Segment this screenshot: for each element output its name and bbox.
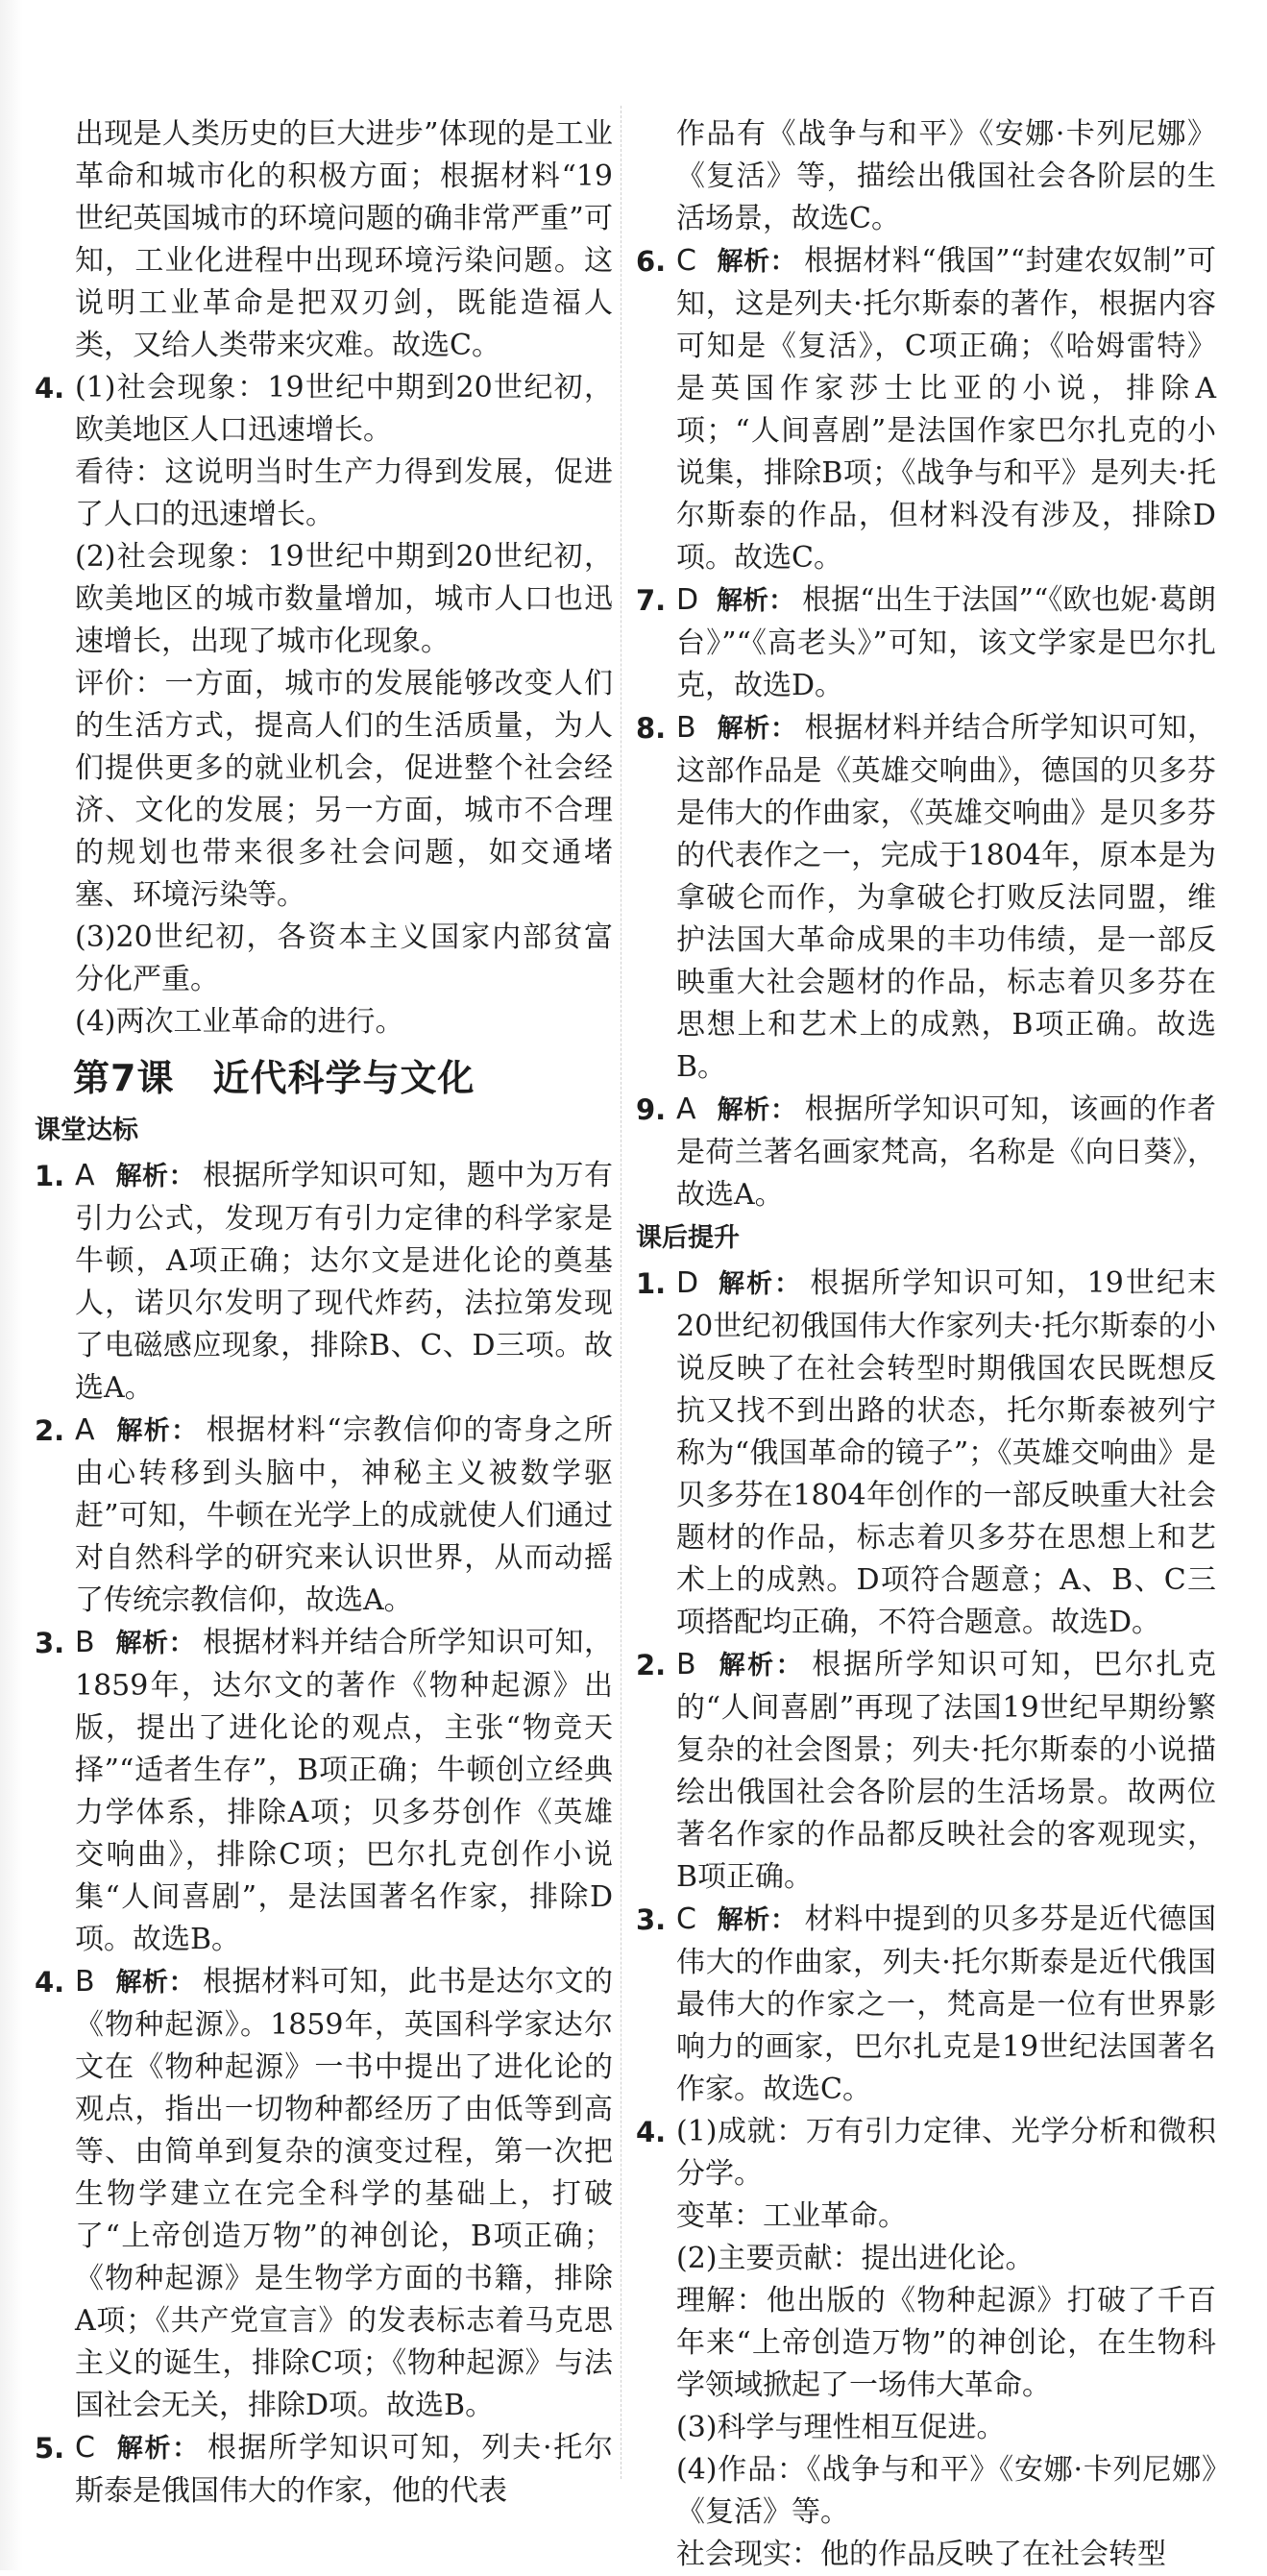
answer-letter: D — [676, 583, 699, 617]
question-8 — [636, 707, 1216, 1089]
analysis-label: 解析： — [115, 1968, 196, 1998]
right-column — [636, 113, 1216, 2576]
q5-continuation: 作品有《战争与和平》《安娜·卡列尼娜》《复活》等，描绘出俄国社会各阶层的生活场景，故选C。 — [676, 117, 1216, 235]
answer-part: (1)成就：万有引力定律、光学分析和微积分学。 — [676, 2115, 1216, 2191]
answer-letter: A — [75, 1159, 95, 1192]
question-number: 1. — [35, 1160, 65, 1192]
question-3 — [35, 1622, 613, 1961]
question-number: 9. — [636, 1093, 667, 1126]
answer-letter: C — [676, 244, 696, 278]
page-edge-shadow — [0, 0, 23, 2570]
analysis-text: 根据所学知识可知，题中为万有引力公式，发现万有引力定律的科学家是牛顿，A项正确；达尔文是进化论的奠基人，诺贝尔发明了现代炸药，法拉第发现了电磁感应现象，排除B、C、D三项。故选A。 — [75, 1159, 614, 1405]
analysis-text: 根据材料并结合所学知识可知，1859年，达尔文的著作《物种起源》出版，提出了进化论的观点，主张“物竞天择”“适者生存”，B项正确；牛顿创立经典力学体系，排除A项；贝多芬创作《英雄交响曲》，排除C项；巴尔扎克创作小说集“人间喜剧”，是法国著名作家，排除D项。故选B。 — [75, 1626, 614, 1956]
answer-part: (1)社会现象：19世纪中期到20世纪初，欧美地区人口迅速增长。 — [75, 371, 613, 447]
answer-part: 变革：工业革命。 — [676, 2199, 907, 2233]
answer-letter: B — [75, 1965, 95, 1999]
analysis-label: 解析： — [717, 1269, 803, 1299]
analysis-text: 根据材料“俄国”“封建农奴制”可知，这是列夫·托尔斯泰的著作，根据内容可知是《复活》，C项正确；《哈姆雷特》是英国作家莎士比亚的小说，排除A项；“人间喜剧”是法国作家巴尔扎克的小说集，排除B项；《战争与和平》是列夫·托尔斯泰的作品，但材料没有涉及，排除D项。故选C。 — [676, 244, 1217, 575]
analysis-label: 解析： — [717, 247, 797, 277]
question-number: 4. — [35, 372, 65, 405]
analysis-label: 解析： — [717, 1651, 805, 1681]
question-number: 3. — [35, 1627, 65, 1659]
answer-letter: B — [676, 1648, 696, 1681]
question-number: 2. — [35, 1414, 65, 1447]
lesson-number: 第7课 — [73, 1057, 175, 1099]
left-column — [35, 113, 613, 2513]
homework-question-3 — [636, 1899, 1216, 2111]
question-number: 6. — [636, 245, 667, 278]
analysis-text: 根据所学知识可知，该画的作者是荷兰著名画家梵高，名称是《向日葵》，故选A。 — [676, 1092, 1217, 1212]
lesson-name: 近代科学与文化 — [212, 1057, 475, 1099]
analysis-label: 解析： — [717, 1905, 797, 1935]
analysis-label: 解析： — [717, 714, 797, 744]
question-1 — [35, 1155, 613, 1410]
answer-letter: D — [676, 1266, 699, 1300]
question-4 — [35, 367, 613, 1043]
answer-part: (3)20世纪初，各资本主义国家内部贫富分化严重。 — [75, 920, 613, 996]
question-number: 3. — [636, 1903, 667, 1936]
analysis-label: 解析： — [115, 2434, 200, 2464]
question-number: 2. — [636, 1649, 667, 1681]
analysis-text: 根据所学知识可知，巴尔扎克的“人间喜剧”再现了法国19世纪早期纷繁复杂的社会图景；列夫·托尔斯泰的小说描绘出俄国社会各阶层的生活场景。故两位著名作家的作品都反映社会的客观现实，B项正确。 — [676, 1648, 1216, 1894]
question-7 — [636, 579, 1216, 707]
section-heading-in-class: 课堂达标 — [35, 1116, 138, 1145]
question-body — [75, 367, 613, 1043]
analysis-label: 解析： — [115, 1629, 196, 1658]
homework-question-2 — [636, 1644, 1216, 1899]
analysis-text: 材料中提到的贝多芬是近代德国伟大的作曲家，列夫·托尔斯泰是近代俄国最伟大的作家之一，梵高是一位有世界影响力的画家，巴尔扎克是19世纪法国著名作家。故选C。 — [676, 1902, 1217, 2106]
question-number: 4. — [636, 2116, 667, 2148]
question-number: 1. — [636, 1267, 667, 1300]
homework-question-1 — [636, 1263, 1216, 1644]
answer-part: 评价：一方面，城市的发展能够改变人们的生活方式，提高人们的生活质量，为人们提供更多的就业机会，促进整个社会经济、文化的发展；另一方面，城市不合理的规划也带来很多社会问题，如交通堵塞、环境污染等。 — [75, 667, 613, 912]
answer-part: (4)作品：《战争与和平》《安娜·卡列尼娜》《复活》等。 — [676, 2453, 1216, 2529]
analysis-label: 解析： — [115, 1162, 196, 1191]
answer-letter: C — [75, 2431, 95, 2465]
question-2 — [35, 1410, 613, 1622]
question-number: 7. — [636, 584, 667, 617]
section-heading-after-class: 课后提升 — [636, 1223, 740, 1253]
answer-letter: A — [676, 1092, 696, 1126]
answer-part: 社会现实：他的作品反映了在社会转型 — [676, 2538, 1166, 2571]
analysis-text: 根据所学知识可知，列夫·托尔斯泰是俄国伟大的作家，他的代表 — [75, 2431, 613, 2508]
answer-letter: B — [75, 1626, 95, 1659]
analysis-text: 根据材料并结合所学知识可知，这部作品是《英雄交响曲》，德国的贝多芬是伟大的作曲家，《英雄交响曲》是贝多芬的代表作之一，完成于1804年，原本是为拿破仑而作，为拿破仑打败反法同盟，维护法国大革命成果的丰功伟绩，是一部反映重大社会题材的作品，标志着贝多芬在思想上和艺术上的成熟，B项正确。故选B。 — [676, 711, 1217, 1084]
answer-part: (3)科学与理性相互促进。 — [676, 2411, 1006, 2444]
analysis-text: 根据材料可知，此书是达尔文的《物种起源》。1859年，英国科学家达尔文在《物种起源》一书中提出了进化论的观点，指出一切物种都经历了由低等到高等、由简单到复杂的演变过程，第一次把生物学建立在完全科学的基础上，打破了“上帝创造万物”的神创论，B项正确；《物种起源》是生物学方面的书籍，排除A项；《共产党宣言》的发表标志着马克思主义的诞生，排除C项；《物种起源》与法国社会无关，排除D项。故选B。 — [75, 1965, 614, 2422]
answer-letter: A — [75, 1413, 95, 1447]
answer-letter: B — [676, 711, 696, 745]
question-6 — [636, 240, 1216, 579]
q3-continuation: 出现是人类历史的巨大进步”体现的是工业革命和城市化的积极方面；根据材料“19世纪英国城市的环境问题的确非常严重”可知，工业化进程中出现环境污染问题。这说明工业革命是把双刃剑，既能造福人类，又给人类带来灾难。故选C。 — [75, 117, 613, 362]
answer-part: (4)两次工业革命的进行。 — [75, 1005, 404, 1039]
homework-question-4 — [636, 2111, 1216, 2576]
analysis-label: 解析： — [717, 1095, 797, 1125]
answer-part: 理解：他出版的《物种起源》打破了千百年来“上帝创造万物”的神创论，在生物科学领域掀起了一场伟大革命。 — [676, 2284, 1216, 2402]
question-number: 8. — [636, 712, 667, 745]
question-number: 4. — [35, 1966, 65, 1999]
analysis-label: 解析： — [115, 1416, 199, 1446]
question-5 — [35, 2427, 613, 2513]
answer-letter: C — [676, 1902, 696, 1936]
analysis-text: 根据“出生于法国”“《欧也妮·葛朗台》”“《高老头》”可知，该文学家是巴尔扎克，故选D。 — [676, 583, 1217, 702]
question-number: 5. — [35, 2432, 65, 2465]
question-4b — [35, 1961, 613, 2427]
question-body — [676, 2111, 1216, 2576]
answer-part: (2)主要贡献：提出进化论。 — [676, 2242, 1035, 2275]
answer-part: 看待：这说明当时生产力得到发展，促进了人口的迅速增长。 — [75, 455, 613, 531]
analysis-text: 根据材料“宗教信仰的寄身之所由心转移到头脑中，神秘主义被数学驱赶”可知，牛顿在光学上的成就使人们通过对自然科学的研究来认识世界，从而动摇了传统宗教信仰，故选A。 — [75, 1413, 614, 1617]
analysis-label: 解析： — [717, 586, 795, 616]
question-9 — [636, 1089, 1216, 1216]
lesson-title — [73, 1049, 613, 1107]
analysis-text: 根据所学知识可知，19世纪末20世纪初俄国伟大作家列夫·托尔斯泰的小说反映了在社会转型时期俄国农民既想反抗又找不到出路的状态，托尔斯泰被列宁称为“俄国革命的镜子”；《英雄交响曲》是贝多芬在1804年创作的一部反映重大社会题材的作品，标志着贝多芬在思想上和艺术上的成熟。D项符合题意；A、B、C三项搭配均正确，不符合题意。故选D。 — [676, 1266, 1216, 1639]
answer-part: (2)社会现象：19世纪中期到20世纪初，欧美地区的城市数量增加，城市人口也迅速增长，出现了城市化现象。 — [75, 540, 613, 658]
